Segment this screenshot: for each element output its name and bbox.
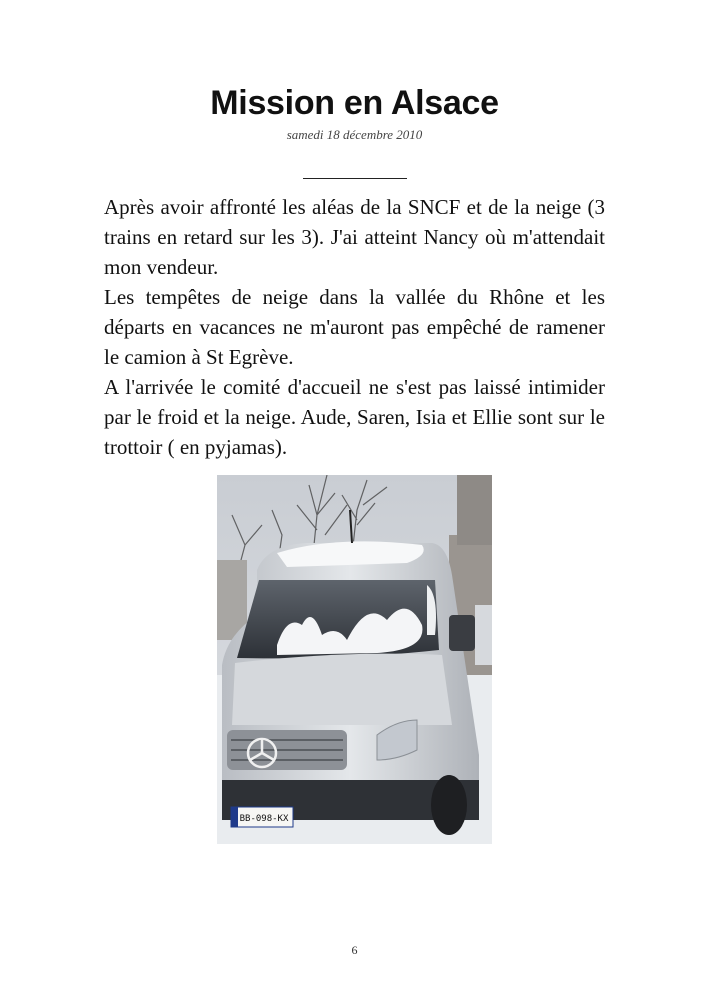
- licence-plate: BB-098-KX: [239, 814, 289, 824]
- paragraph-3: A l'arrivée le comité d'accueil ne s'est pas laissé intimider par le froid et la neige. Aude, Saren, Isia et Ellie sont sur le trottoir ( en pyjamas).: [104, 375, 605, 459]
- page-number: 6: [351, 943, 358, 957]
- title-divider: [303, 178, 407, 179]
- document-title: Mission en Alsace: [210, 84, 499, 122]
- paragraph-2: Les tempêtes de neige dans la vallée du Rhône et les départs en vacances ne m'auront pas empêché de ramener le camion à St Egrève.: [104, 285, 605, 369]
- post-date: samedi 18 décembre 2010: [286, 127, 423, 142]
- van-photo: [217, 475, 492, 844]
- paragraph-1: Après avoir affronté les aléas de la SNCF et de la neige (3 trains en retard sur les 3). J'ai atteint Nancy où m'attendait mon vendeur.: [104, 195, 605, 279]
- article-body: [104, 192, 605, 462]
